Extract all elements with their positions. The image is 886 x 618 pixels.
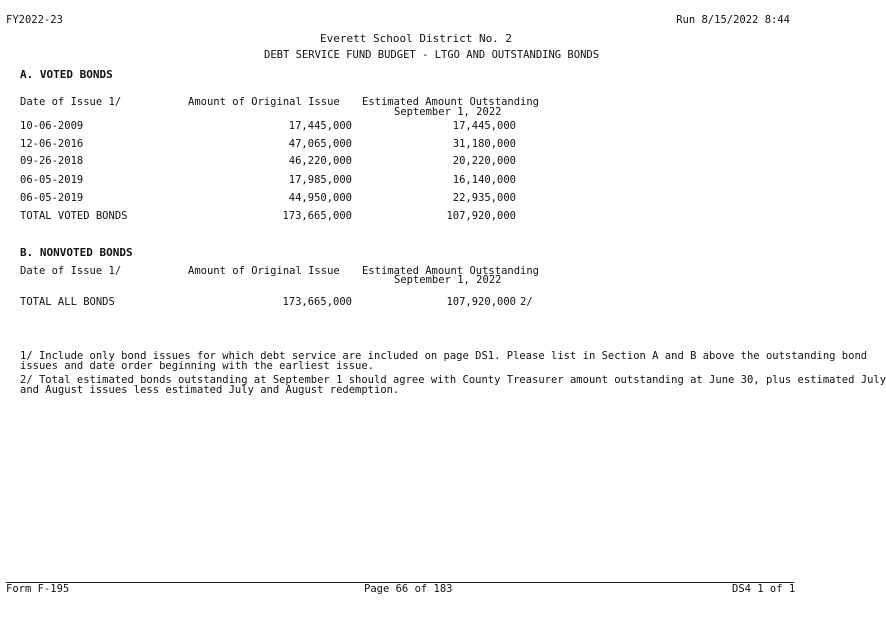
row-amount: 46,220,000 <box>288 155 352 167</box>
col-date-header-b: Date of Issue 1/ <box>20 265 122 277</box>
total-voted-outstanding: 107,920,000 <box>446 210 516 222</box>
total-all-outstanding: 107,920,000 <box>446 296 516 308</box>
footer-ds: DS4 1 of 1 <box>732 583 796 595</box>
col-date-header-a: Date of Issue 1/ <box>20 96 122 108</box>
row-date: 09-26-2018 <box>20 155 84 167</box>
row-outstanding: 17,445,000 <box>452 120 516 132</box>
row-outstanding: 20,220,000 <box>452 155 516 167</box>
footnote-2-line-1: 2/ Total estimated bonds outstanding at September 1 should agree with County Treasurer amount outstanding at June 30, plus estimated July <box>20 374 886 386</box>
total-voted-label: TOTAL VOTED BONDS <box>20 210 128 222</box>
fiscal-year: FY2022-23 <box>6 14 63 26</box>
footer-page: Page 66 of 183 <box>364 583 453 595</box>
col-estimated-subheader-b: September 1, 2022 <box>394 274 502 286</box>
total-all-footnote-ref: 2/ <box>520 296 533 308</box>
row-date: 06-05-2019 <box>20 174 84 186</box>
row-date: 06-05-2019 <box>20 192 84 204</box>
row-amount: 44,950,000 <box>288 192 352 204</box>
total-voted-amount: 173,665,000 <box>282 210 352 222</box>
report-title: DEBT SERVICE FUND BUDGET - LTGO AND OUTSTANDING BONDS <box>264 49 600 61</box>
row-outstanding: 31,180,000 <box>452 138 516 150</box>
district-name: Everett School District No. 2 <box>320 32 513 45</box>
run-timestamp: Run 8/15/2022 8:44 <box>676 14 790 26</box>
total-all-amount: 173,665,000 <box>282 296 352 308</box>
row-outstanding: 22,935,000 <box>452 192 516 204</box>
col-estimated-header-a: Estimated Amount Outstanding <box>362 96 540 108</box>
col-estimated-header-b: Estimated Amount Outstanding <box>362 265 540 277</box>
section-a-title: A. VOTED BONDS <box>20 68 113 81</box>
row-amount: 17,985,000 <box>288 174 352 186</box>
row-outstanding: 16,140,000 <box>452 174 516 186</box>
footer-form: Form F-195 <box>6 583 70 595</box>
col-amount-header-a: Amount of Original Issue <box>188 96 340 108</box>
row-amount: 17,445,000 <box>288 120 352 132</box>
row-date: 10-06-2009 <box>20 120 84 132</box>
col-estimated-subheader-a: September 1, 2022 <box>394 106 502 118</box>
total-all-label: TOTAL ALL BONDS <box>20 296 115 308</box>
footnote-1-line-2: issues and date order beginning with the earliest issue. <box>20 360 375 372</box>
footnote-2-line-2: and August issues less estimated July and August redemption. <box>20 384 400 396</box>
row-amount: 47,065,000 <box>288 138 352 150</box>
section-b-title: B. NONVOTED BONDS <box>20 246 133 259</box>
footnote-1-line-1: 1/ Include only bond issues for which debt service are included on page DS1. Please list in Section A and B above the outstanding bond <box>20 350 868 362</box>
row-date: 12-06-2016 <box>20 138 84 150</box>
col-amount-header-b: Amount of Original Issue <box>188 265 340 277</box>
